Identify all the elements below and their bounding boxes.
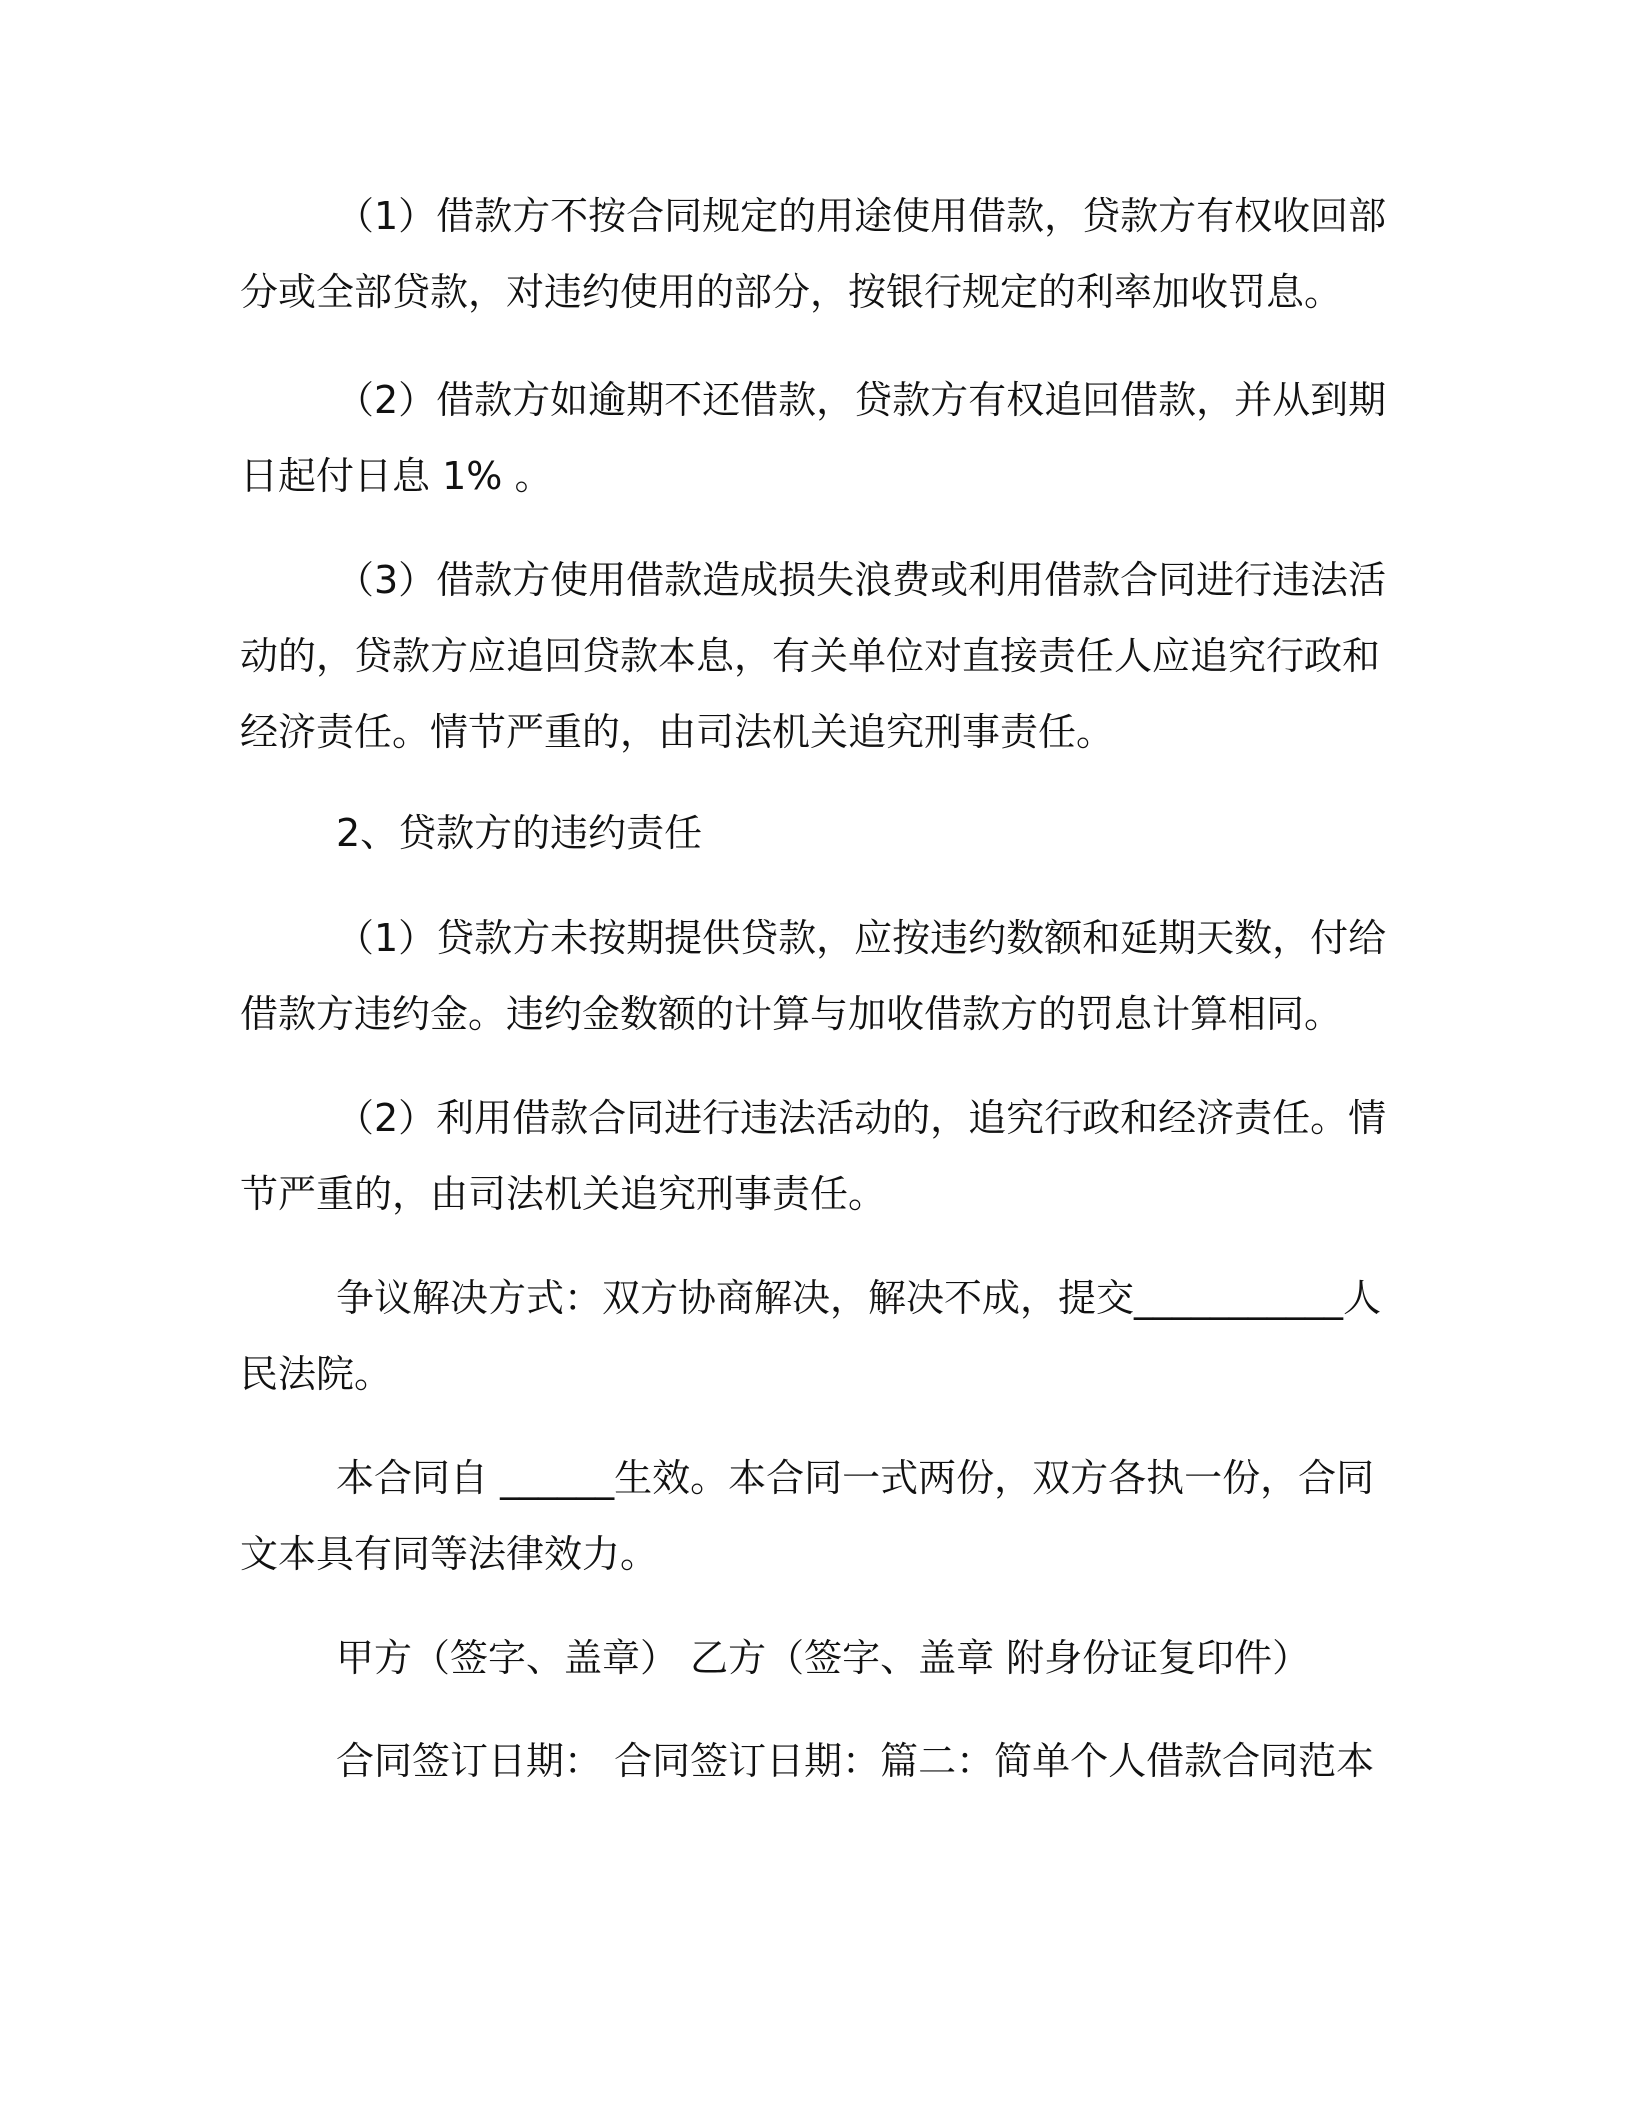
paragraph-dispute-resolution [240,1260,1390,1412]
paragraph-line: 借款方违约金。违约金数额的计算与加收借款方的罚息计算相同。 [240,992,1343,1036]
paragraph-borrower-2 [240,362,1390,514]
paragraph-line: （2）利用借款合同进行违法活动的，追究行政和经济责任。情 [336,1096,1387,1140]
paragraph-line: （3）借款方使用借款造成损失浪费或利用借款合同进行违法活 [336,558,1387,602]
paragraph-line: 争议解决方式：双方协商解决，解决不成，提交___________人 [336,1276,1382,1320]
paragraph-borrower-1 [240,178,1390,330]
paragraph-line: （2）借款方如逾期不还借款，贷款方有权追回借款，并从到期 [336,378,1387,422]
signing-date-text: 合同签订日期： 合同签订日期：篇二：简单个人借款合同范本 [336,1739,1375,1783]
signing-date-line [240,1723,1390,1799]
paragraph-line: （1）借款方不按合同规定的用途使用借款，贷款方有权收回部 [336,194,1387,238]
paragraph-line: 文本具有同等法律效力。 [240,1532,659,1576]
paragraph-lender-2 [240,1080,1390,1232]
section-heading: 2、贷款方的违约责任 [336,811,703,855]
paragraph-lender-1 [240,900,1390,1052]
paragraph-line: 分或全部贷款，对违约使用的部分，按银行规定的利率加收罚息。 [240,270,1343,314]
paragraph-line: 日起付日息 1% 。 [240,454,553,498]
paragraph-line: 节严重的，由司法机关追究刑事责任。 [240,1172,887,1216]
paragraph-line: 民法院。 [240,1352,393,1396]
paragraph-line: 经济责任。情节严重的，由司法机关追究刑事责任。 [240,710,1115,754]
paragraph-line: 本合同自 ______生效。本合同一式两份，双方各执一份，合同 [336,1456,1375,1500]
paragraph-effective-date [240,1440,1390,1592]
section-heading-lender-liability [240,795,1390,871]
paragraph-line: （1）贷款方未按期提供贷款，应按违约数额和延期天数，付给 [336,916,1387,960]
paragraph-borrower-3 [240,542,1390,770]
paragraph-line: 动的，贷款方应追回贷款本息，有关单位对直接责任人应追究行政和 [240,634,1381,678]
signature-text: 甲方（签字、盖章） 乙方（签字、盖章 附身份证复印件） [336,1636,1311,1680]
signature-line [240,1620,1390,1696]
